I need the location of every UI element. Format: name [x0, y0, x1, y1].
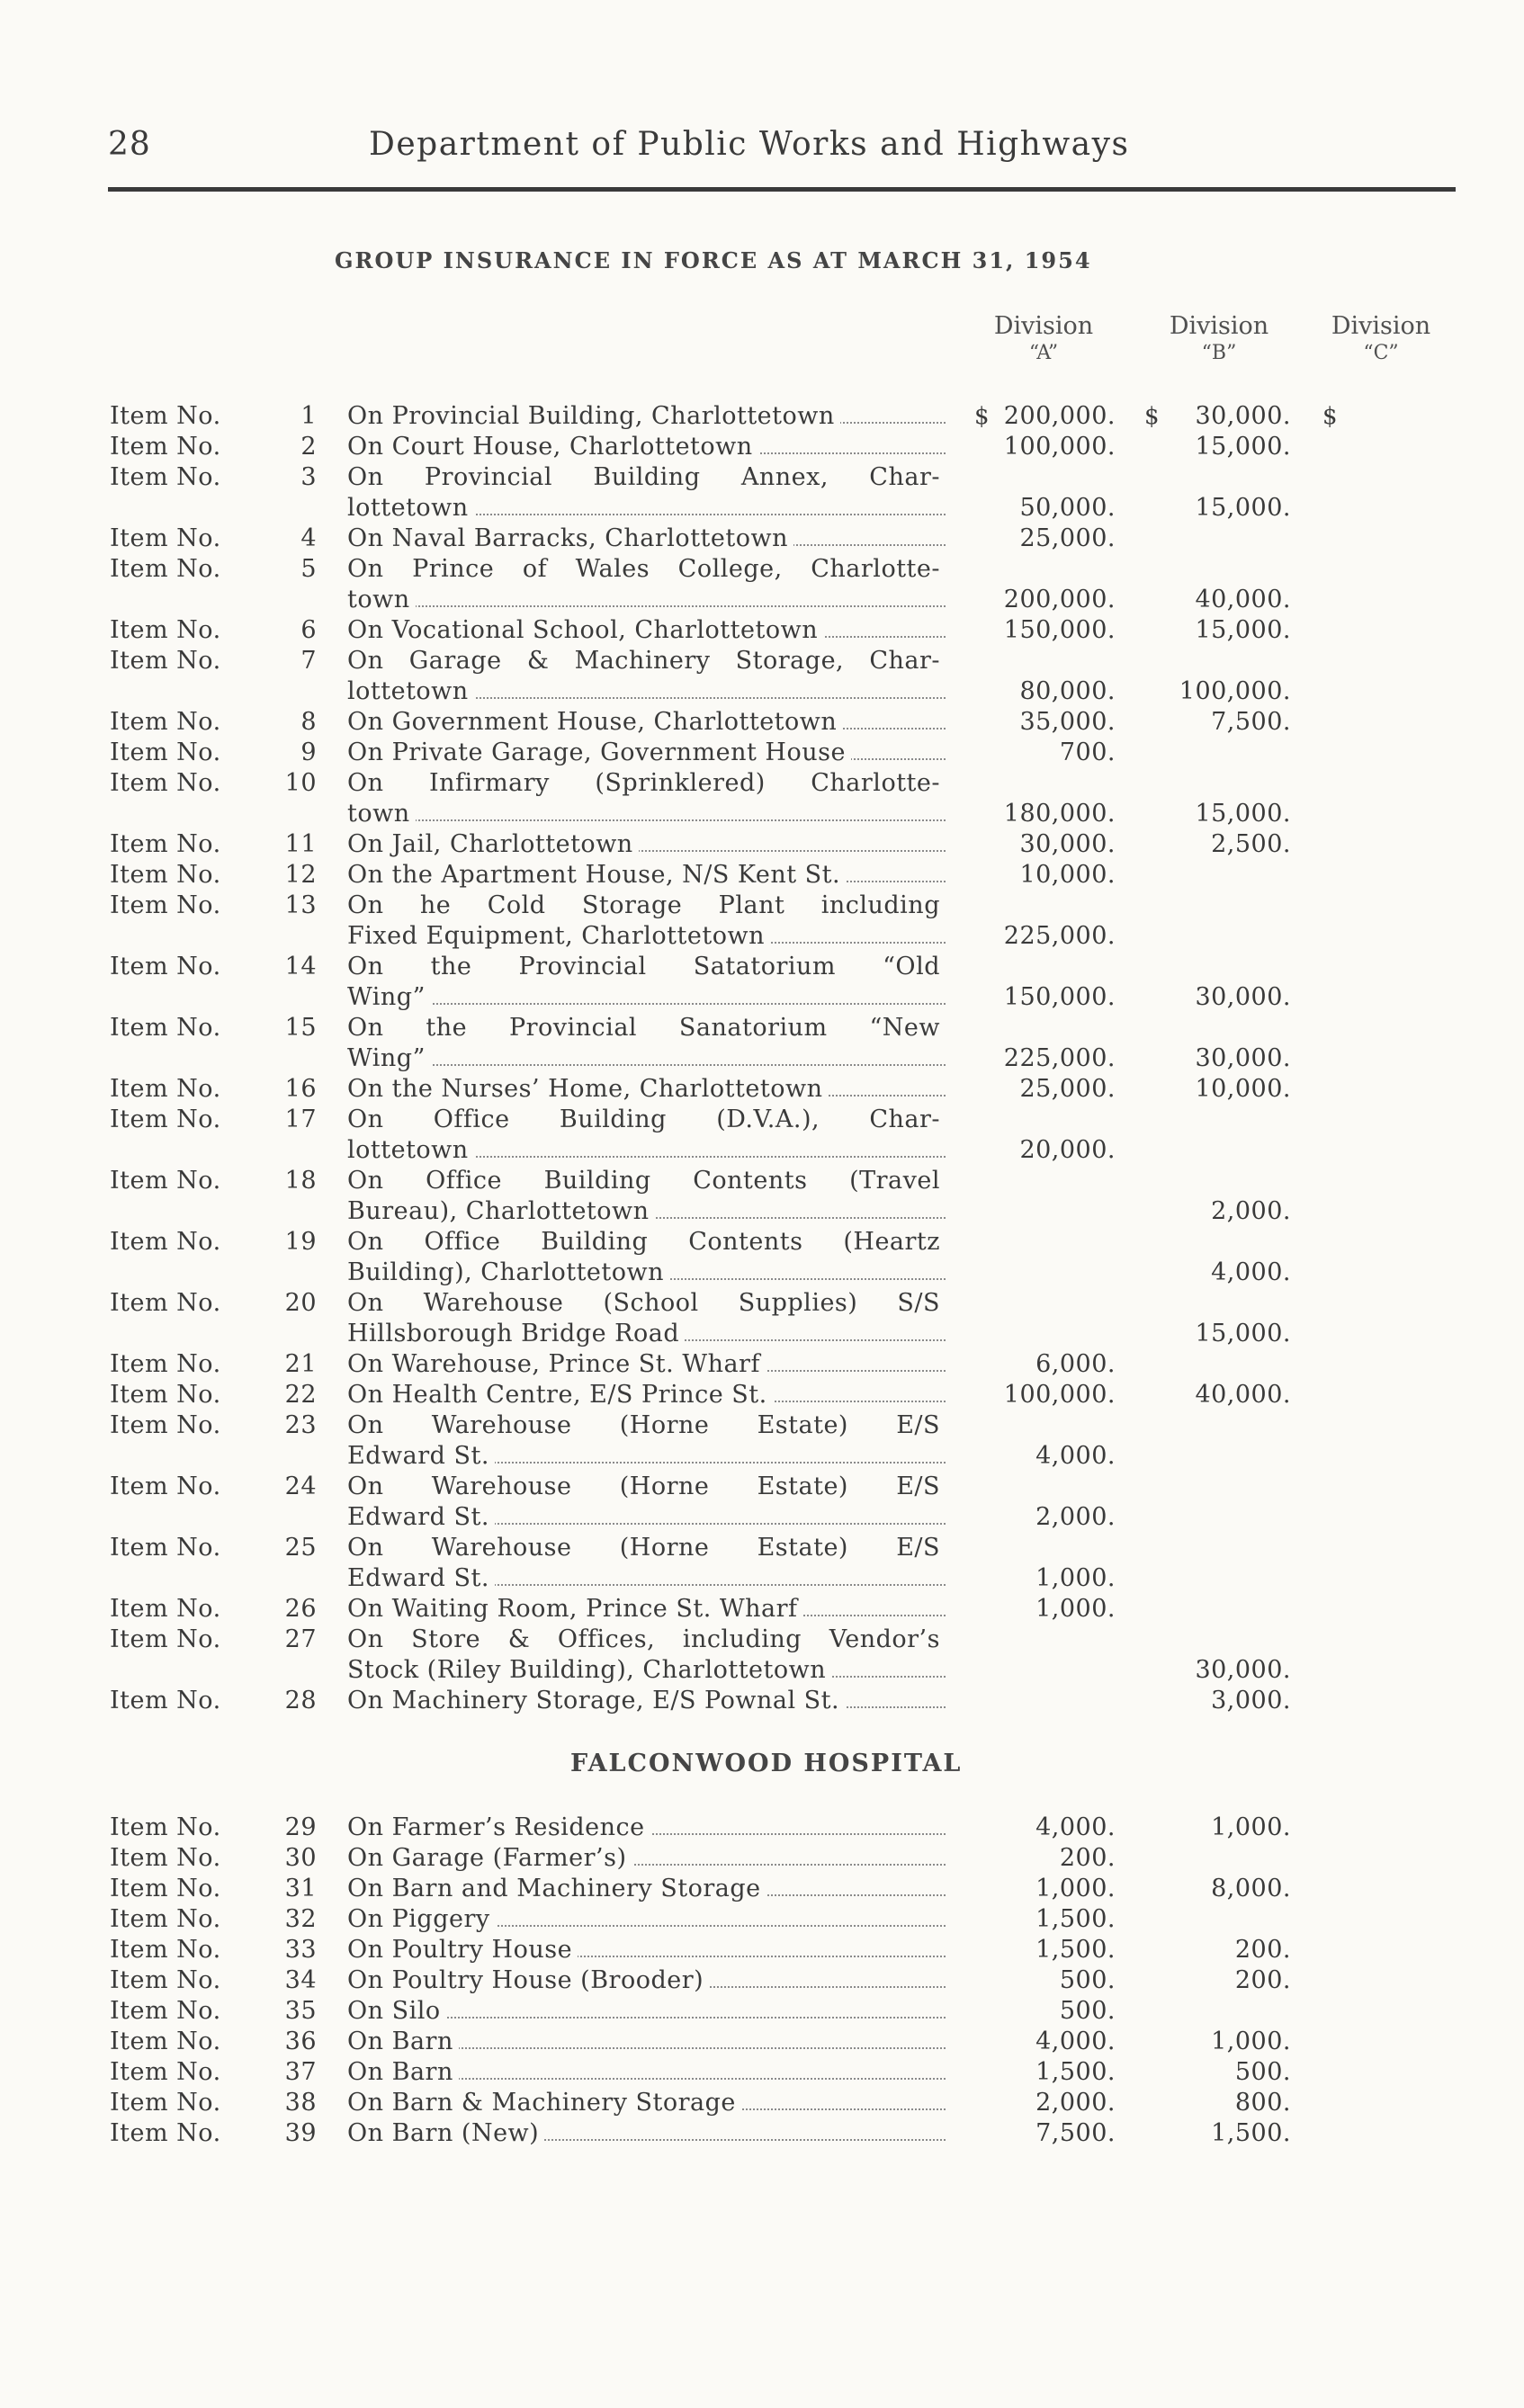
table-row [0, 707, 1439, 738]
description-line: Edward St. [347, 1503, 495, 1531]
description-line: On Health Centre, E/S Prince St. [347, 1381, 773, 1409]
item-description [347, 2118, 946, 2149]
value-division-a: 7,500. [1035, 2119, 1116, 2147]
subsection-title: FALCONWOOD HOSPITAL [570, 1750, 963, 1777]
value-division-b: 15,000. [1195, 800, 1291, 828]
item-number: 33 [284, 1936, 317, 1964]
item-description [347, 891, 946, 952]
item-description [347, 1105, 946, 1166]
value-division-b: 15,000. [1195, 1320, 1291, 1347]
item-label: Item No. [110, 1905, 221, 1933]
description-line: Wing” [347, 1044, 431, 1072]
table-row [0, 462, 1439, 524]
value-division-b: 10,000. [1195, 1075, 1291, 1103]
value-division-a: 225,000. [1003, 922, 1116, 950]
item-label: Item No. [110, 2119, 221, 2147]
item-description [347, 1843, 946, 1874]
value-division-a: 700. [1059, 739, 1116, 766]
item-number: 13 [284, 891, 317, 919]
description-line: On Barn & Machinery Storage [347, 2089, 741, 2117]
item-number: 9 [300, 739, 317, 766]
description-line: Stock (Riley Building), Charlottetown [347, 1656, 831, 1684]
section-title: GROUP INSURANCE IN FORCE AS AT MARCH 31, 1954 [335, 247, 1092, 273]
column-header-sub: “C” [1363, 342, 1399, 364]
item-label: Item No. [110, 861, 221, 889]
item-number: 1 [300, 402, 317, 430]
item-label: Item No. [110, 1075, 221, 1103]
item-number: 11 [284, 830, 317, 858]
value-division-b: 8,000. [1211, 1875, 1291, 1902]
item-label: Item No. [110, 1473, 221, 1500]
value-division-a: 25,000. [1019, 1075, 1116, 1103]
description-line: On Court House, Charlottetown [347, 433, 758, 461]
value-division-a: 10,000. [1019, 861, 1116, 889]
value-division-b: 40,000. [1195, 1381, 1291, 1409]
item-description [347, 1935, 946, 1965]
value-division-a: 500. [1059, 1997, 1116, 2025]
leader-dots [347, 1003, 946, 1005]
description-line: On Garage & Machinery Storage, Char- [347, 647, 946, 675]
value-division-b: 30,000. [1195, 1044, 1291, 1072]
description-line: On Warehouse, Prince St. Wharf [347, 1350, 766, 1378]
item-number: 28 [284, 1687, 317, 1714]
value-division-b: 1,500. [1211, 2119, 1291, 2147]
leader-dots [347, 1064, 946, 1066]
value-division-a: 1,000. [1035, 1875, 1116, 1902]
table-row [0, 1965, 1439, 1996]
item-label: Item No. [110, 2028, 221, 2055]
item-number: 24 [284, 1473, 317, 1500]
table-row [0, 1380, 1439, 1410]
item-description [347, 1996, 946, 2027]
description-line: On Store & Offices, including Vendor’s [347, 1625, 946, 1653]
currency-symbol-b: $ [1144, 403, 1160, 430]
table-row [0, 1874, 1439, 1904]
table-row [0, 952, 1439, 1013]
item-label: Item No. [110, 1289, 221, 1317]
description-line: On Barn [347, 2028, 459, 2055]
item-number: 8 [300, 708, 317, 736]
value-division-b: 100,000. [1179, 677, 1291, 705]
item-description [347, 1349, 946, 1380]
item-description [347, 524, 946, 554]
description-line: On Warehouse (Horne Estate) E/S [347, 1534, 946, 1562]
item-number: 12 [284, 861, 317, 889]
table-row [0, 1410, 1439, 1472]
value-division-b: 200. [1234, 1966, 1291, 1994]
item-number: 36 [284, 2028, 317, 2055]
item-label: Item No. [110, 769, 221, 797]
item-number: 23 [284, 1411, 317, 1439]
item-number: 10 [284, 769, 317, 797]
description-line: On Barn and Machinery Storage [347, 1875, 766, 1902]
description-line: lottetown [347, 677, 474, 705]
item-description [347, 462, 946, 524]
item-label: Item No. [110, 830, 221, 858]
value-division-b: 15,000. [1195, 616, 1291, 644]
value-division-b: 1,000. [1211, 2028, 1291, 2055]
table-row [0, 1349, 1439, 1380]
item-number: 26 [284, 1595, 317, 1623]
value-division-a: 4,000. [1035, 2028, 1116, 2055]
item-description [347, 615, 946, 646]
item-number: 5 [300, 555, 317, 583]
item-number: 18 [284, 1167, 317, 1195]
description-line: Bureau), Charlottetown [347, 1197, 655, 1225]
table-row [0, 829, 1439, 860]
value-division-a: 200. [1059, 1844, 1116, 1872]
item-number: 30 [284, 1844, 317, 1872]
item-description [347, 1288, 946, 1349]
value-division-a: 20,000. [1019, 1136, 1116, 1164]
description-line: On Vocational School, Charlottetown [347, 616, 823, 644]
table-row [0, 1686, 1439, 1716]
column-header-division-b [1143, 313, 1295, 367]
description-line: On Naval Barracks, Charlottetown [347, 524, 793, 552]
item-label: Item No. [110, 1625, 221, 1653]
item-number: 2 [300, 433, 317, 461]
item-description [347, 1533, 946, 1594]
table-row [0, 768, 1439, 829]
item-label: Item No. [110, 1997, 221, 2025]
value-division-b: 7,500. [1211, 708, 1291, 736]
item-label: Item No. [110, 616, 221, 644]
value-division-b: 15,000. [1195, 433, 1291, 461]
table-row [0, 554, 1439, 615]
value-division-a: 4,000. [1035, 1442, 1116, 1470]
table-row [0, 2088, 1439, 2118]
page-number: 28 [108, 126, 151, 163]
item-description [347, 738, 946, 768]
column-header-label: Division [1331, 313, 1431, 340]
item-label: Item No. [110, 1875, 221, 1902]
item-number: 6 [300, 616, 317, 644]
item-number: 29 [284, 1813, 317, 1841]
value-division-a: 100,000. [1003, 433, 1116, 461]
item-number: 35 [284, 1997, 317, 2025]
item-description [347, 860, 946, 891]
table-row [0, 738, 1439, 768]
column-header-division-c [1309, 313, 1453, 367]
value-division-a: 1,500. [1035, 1905, 1116, 1933]
table-row [0, 2057, 1439, 2088]
item-label: Item No. [110, 2089, 221, 2117]
table-row [0, 646, 1439, 707]
item-number: 3 [300, 463, 317, 491]
item-number: 7 [300, 647, 317, 675]
item-label: Item No. [110, 1167, 221, 1195]
description-line: On Office Building Contents (Travel [347, 1167, 946, 1195]
item-number: 25 [284, 1534, 317, 1562]
item-number: 15 [284, 1014, 317, 1042]
item-number: 38 [284, 2089, 317, 2117]
value-division-a: 30,000. [1019, 830, 1116, 858]
table-row [0, 1074, 1439, 1105]
value-division-a: 500. [1059, 1966, 1116, 1994]
value-division-b: 800. [1234, 2089, 1291, 2117]
value-division-b: 1,000. [1211, 1813, 1291, 1841]
item-description [347, 1965, 946, 1996]
value-division-a: 100,000. [1003, 1381, 1116, 1409]
table-row [0, 1813, 1439, 1843]
table-row [0, 2027, 1439, 2057]
item-number: 16 [284, 1075, 317, 1103]
description-line: On Provincial Building, Charlottetown [347, 402, 840, 430]
description-line: On Government House, Charlottetown [347, 708, 842, 736]
item-description [347, 952, 946, 1013]
description-line: Building), Charlottetown [347, 1258, 669, 1286]
item-label: Item No. [110, 1595, 221, 1623]
value-division-b: 200. [1234, 1936, 1291, 1964]
item-label: Item No. [110, 739, 221, 766]
table-row [0, 1625, 1439, 1686]
item-description [347, 768, 946, 829]
item-number: 27 [284, 1625, 317, 1653]
description-line: Fixed Equipment, Charlottetown [347, 922, 770, 950]
item-label: Item No. [110, 708, 221, 736]
value-division-a: 1,500. [1035, 2058, 1116, 2086]
item-label: Item No. [110, 402, 221, 430]
value-division-b: 40,000. [1195, 586, 1291, 613]
item-label: Item No. [110, 433, 221, 461]
item-label: Item No. [110, 1350, 221, 1378]
value-division-a: 150,000. [1003, 983, 1116, 1011]
currency-symbol-a: $ [974, 403, 990, 430]
item-description [347, 1013, 946, 1074]
value-division-a: 1,500. [1035, 1936, 1116, 1964]
leader-dots [347, 605, 946, 607]
description-line: On Prince of Wales College, Charlotte- [347, 555, 946, 583]
table-row [0, 1105, 1439, 1166]
item-description [347, 554, 946, 615]
value-division-a: 1,000. [1035, 1595, 1116, 1623]
item-number: 37 [284, 2058, 317, 2086]
description-line: On Provincial Building Annex, Char- [347, 463, 946, 491]
description-line: On Barn [347, 2058, 459, 2086]
item-label: Item No. [110, 463, 221, 491]
item-description [347, 1166, 946, 1227]
page-header [108, 126, 1457, 171]
item-label: Item No. [110, 2058, 221, 2086]
table-row [0, 1288, 1439, 1349]
description-line: On Office Building (D.V.A.), Char- [347, 1106, 946, 1133]
description-line: On Private Garage, Government House [347, 739, 851, 766]
item-description [347, 1472, 946, 1533]
column-header-label: Division [1169, 312, 1269, 340]
item-label: Item No. [110, 1106, 221, 1133]
item-description [347, 1813, 946, 1843]
description-line: town [347, 800, 416, 828]
item-label: Item No. [110, 1813, 221, 1841]
value-division-b: 2,000. [1211, 1197, 1291, 1225]
value-division-a: 2,000. [1035, 1503, 1116, 1531]
item-description [347, 1874, 946, 1904]
page-title: Department of Public Works and Highways [369, 126, 1130, 163]
value-division-a: 4,000. [1035, 1813, 1116, 1841]
item-number: 14 [284, 953, 317, 980]
table-row [0, 1533, 1439, 1594]
item-label: Item No. [110, 1534, 221, 1562]
item-label: Item No. [110, 1228, 221, 1256]
item-number: 21 [284, 1350, 317, 1378]
table-row [0, 401, 1439, 432]
table-row [0, 1472, 1439, 1533]
table-row [0, 1013, 1439, 1074]
table-row [0, 1996, 1439, 2027]
description-line: On Farmer’s Residence [347, 1813, 650, 1841]
item-label: Item No. [110, 647, 221, 675]
item-description [347, 432, 946, 462]
table-row [0, 1935, 1439, 1965]
value-division-a: 200,000. [1003, 402, 1116, 430]
item-label: Item No. [110, 1936, 221, 1964]
column-header-sub: “A” [1028, 342, 1059, 364]
table-row [0, 1594, 1439, 1625]
item-label: Item No. [110, 953, 221, 980]
description-line: On the Apartment House, N/S Kent St. [347, 861, 846, 889]
header-rule [108, 187, 1456, 192]
description-line: On the Nurses’ Home, Charlottetown [347, 1075, 828, 1103]
item-label: Item No. [110, 1381, 221, 1409]
description-line: Edward St. [347, 1564, 495, 1592]
item-number: 17 [284, 1106, 317, 1133]
item-description [347, 1594, 946, 1625]
item-number: 39 [284, 2119, 317, 2147]
value-division-b: 2,500. [1211, 830, 1291, 858]
description-line: On Silo [347, 1997, 446, 2025]
value-division-b: 3,000. [1211, 1687, 1291, 1714]
description-line: On Barn (New) [347, 2119, 544, 2147]
item-description [347, 1074, 946, 1105]
description-line: On Warehouse (Horne Estate) E/S [347, 1411, 946, 1439]
value-division-a: 2,000. [1035, 2089, 1116, 2117]
table-row [0, 891, 1439, 952]
description-line: On Infirmary (Sprinklered) Charlotte- [347, 769, 946, 797]
table-row [0, 860, 1439, 891]
description-line: On Poultry House (Brooder) [347, 1966, 709, 1994]
value-division-b: 30,000. [1195, 983, 1291, 1011]
item-label: Item No. [110, 524, 221, 552]
item-description [347, 2088, 946, 2118]
table-row [0, 2118, 1439, 2149]
description-line: On Piggery [347, 1905, 496, 1933]
description-line: On Warehouse (Horne Estate) E/S [347, 1473, 946, 1500]
value-division-a: 225,000. [1003, 1044, 1116, 1072]
description-line: On the Provincial Sanatorium “New [347, 1014, 946, 1042]
value-division-a: 80,000. [1019, 677, 1116, 705]
description-line: On Poultry House [347, 1936, 578, 1964]
table-row [0, 615, 1439, 646]
item-description [347, 1380, 946, 1410]
value-division-a: 180,000. [1003, 800, 1116, 828]
description-line: Wing” [347, 983, 431, 1011]
item-number: 4 [300, 524, 317, 552]
column-header-sub: “B” [1201, 342, 1237, 364]
item-description [347, 401, 946, 432]
value-division-a: 200,000. [1003, 586, 1116, 613]
description-line: On the Provincial Satatorium “Old [347, 953, 946, 980]
value-division-b: 30,000. [1195, 1656, 1291, 1684]
item-label: Item No. [110, 1687, 221, 1714]
item-number: 22 [284, 1381, 317, 1409]
item-number: 31 [284, 1875, 317, 1902]
description-line: On Garage (Farmer’s) [347, 1844, 632, 1872]
column-header-label: Division [993, 312, 1094, 340]
item-description [347, 1227, 946, 1288]
item-description [347, 1410, 946, 1472]
item-label: Item No. [110, 555, 221, 583]
description-line: lottetown [347, 1136, 474, 1164]
item-label: Item No. [110, 1966, 221, 1994]
description-line: lottetown [347, 494, 474, 522]
value-division-a: 35,000. [1019, 708, 1116, 736]
item-description [347, 2057, 946, 2088]
description-line: On Waiting Room, Prince St. Wharf [347, 1595, 803, 1623]
table-row [0, 432, 1439, 462]
description-line: On Office Building Contents (Heartz [347, 1228, 946, 1256]
value-division-a: 50,000. [1019, 494, 1116, 522]
value-division-a: 150,000. [1003, 616, 1116, 644]
description-line: On Machinery Storage, E/S Pownal St. [347, 1687, 845, 1714]
description-line: On Jail, Charlottetown [347, 830, 639, 858]
description-line: On Warehouse (School Supplies) S/S [347, 1289, 946, 1317]
item-label: Item No. [110, 1014, 221, 1042]
description-line: Hillsborough Bridge Road [347, 1320, 685, 1347]
description-line: On he Cold Storage Plant including [347, 891, 946, 919]
table-row [0, 1843, 1439, 1874]
item-label: Item No. [110, 891, 221, 919]
item-number: 34 [284, 1966, 317, 1994]
table-row [0, 524, 1439, 554]
description-line: town [347, 586, 416, 613]
value-division-b: 500. [1234, 2058, 1291, 2086]
table-row [0, 1227, 1439, 1288]
item-description [347, 1686, 946, 1716]
item-description [347, 646, 946, 707]
item-description [347, 1904, 946, 1935]
column-header-division-a [967, 313, 1120, 367]
table-row [0, 1166, 1439, 1227]
value-division-a: 6,000. [1035, 1350, 1116, 1378]
item-label: Item No. [110, 1844, 221, 1872]
item-number: 32 [284, 1905, 317, 1933]
value-division-a: 25,000. [1019, 524, 1116, 552]
item-number: 19 [284, 1228, 317, 1256]
value-division-b: 4,000. [1211, 1258, 1291, 1286]
leader-dots [347, 819, 946, 821]
item-number: 20 [284, 1289, 317, 1317]
value-division-b: 15,000. [1195, 494, 1291, 522]
item-description [347, 829, 946, 860]
item-label: Item No. [110, 1411, 221, 1439]
item-description [347, 1625, 946, 1686]
item-description [347, 707, 946, 738]
item-description [347, 2027, 946, 2057]
value-division-a: 1,000. [1035, 1564, 1116, 1592]
value-division-b: 30,000. [1195, 402, 1291, 430]
currency-symbol-c: $ [1322, 403, 1338, 430]
table-row [0, 1904, 1439, 1935]
description-line: Edward St. [347, 1442, 495, 1470]
